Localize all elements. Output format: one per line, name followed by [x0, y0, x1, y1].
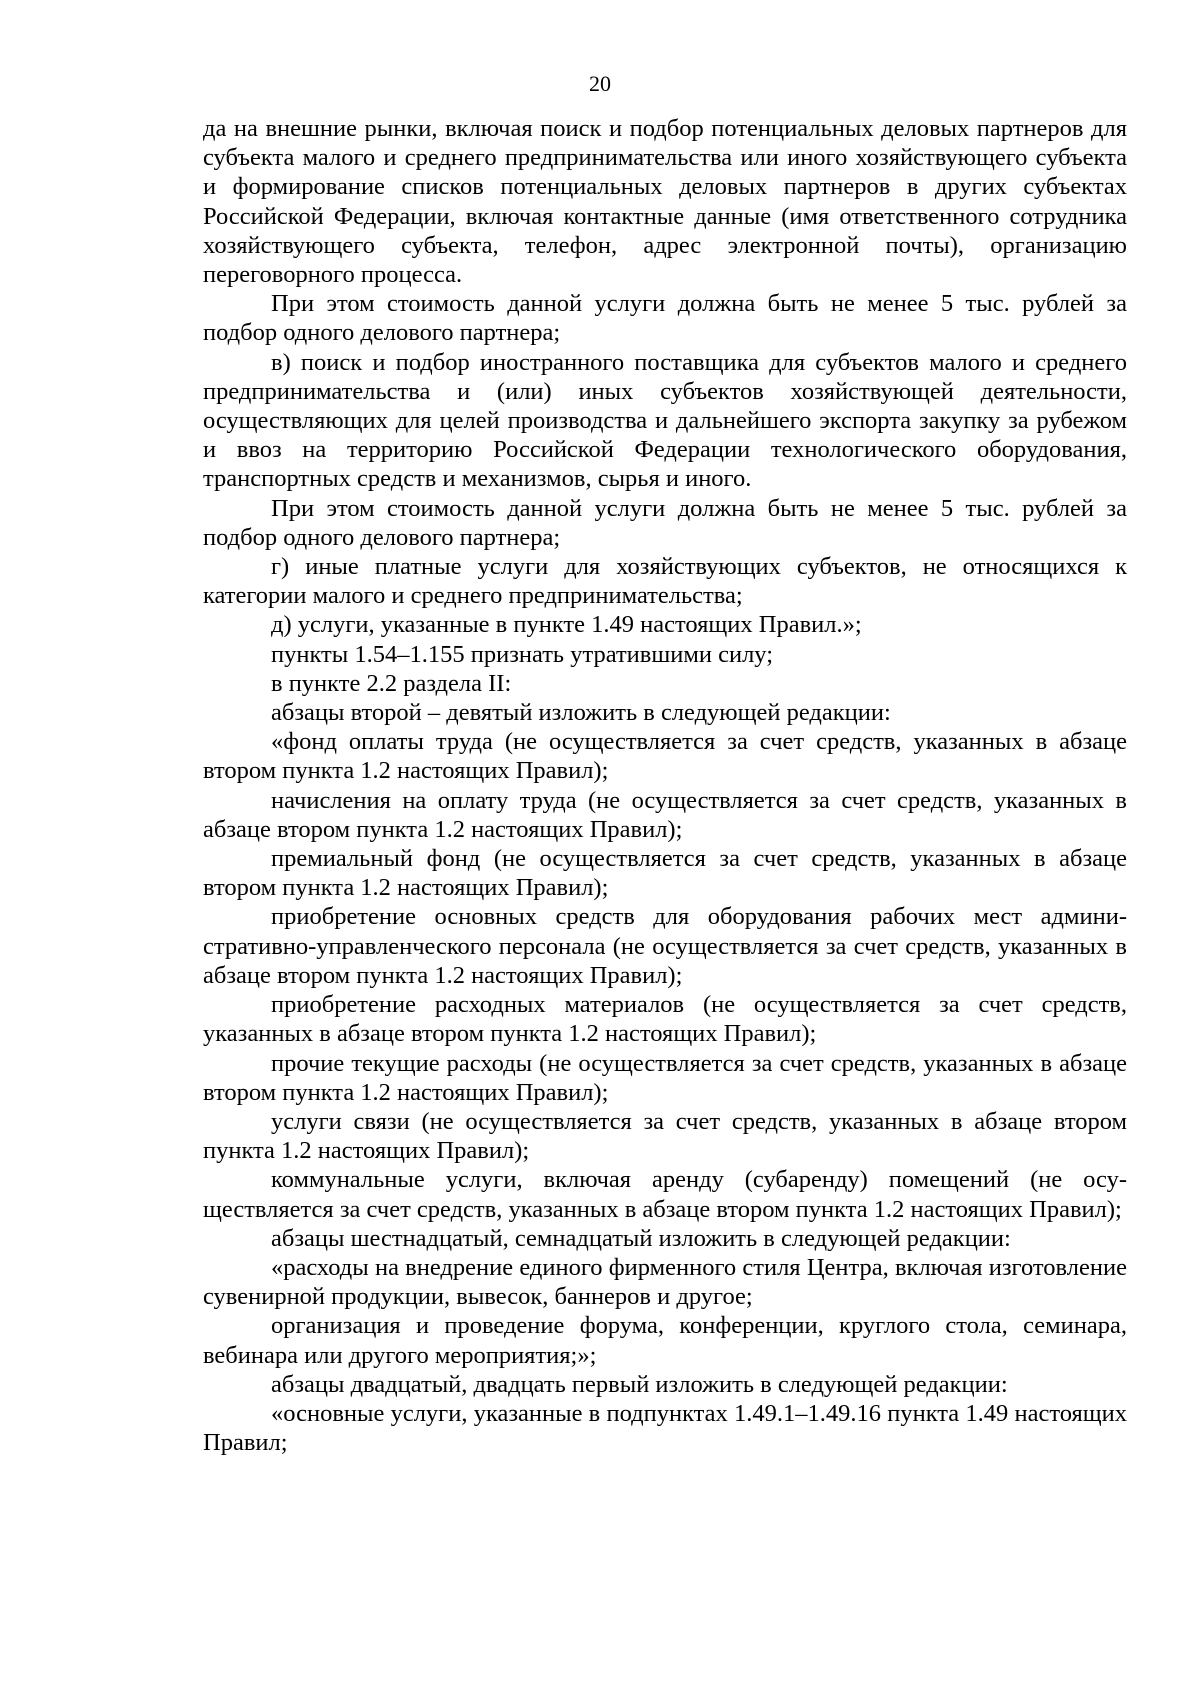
paragraph: в) поиск и подбор иностранного поставщика для субъектов малого и среднего предпринимательства и (или) иных субъектов хозяйствующей деятельности, осуществляющих для целей производства и дальнейшего экспорта закупку за рубежом и ввоз на территорию Российской Федерации технологического оборудования, транспортных средств и механизмов, сырья и иного.: [203, 348, 1127, 493]
paragraph: При этом стоимость данной услуги должна быть не менее 5 тыс. рублей за подбор одного делового партнера;: [203, 290, 1127, 347]
paragraph: услуги связи (не осуществляется за счет средств, указанных в абзаце втором пункта 1.2 настоящих Правил);: [203, 1107, 1127, 1165]
paragraph: в пункте 2.2 раздела II:: [271, 669, 512, 697]
paragraph: д) услуги, указанные в пункте 1.49 настоящих Правил.»;: [271, 611, 862, 639]
paragraph: «расходы на внедрение единого фирменного стиля Центра, включая изготовление сувенирной продукции, вывесок, баннеров и другое;: [203, 1253, 1127, 1311]
paragraph: премиальный фонд (не осуществляется за счет средств, указанных в абзаце втором пункта 1.2 настоящих Правил);: [203, 845, 1127, 902]
paragraph: абзацы второй – девятый изложить в следующей редакции:: [271, 699, 891, 727]
paragraph: организация и проведение форума, конференции, круглого стола, семинара, вебинара или другого мероприятия;»;: [203, 1312, 1127, 1369]
paragraph: пункты 1.54–1.155 признать утратившими силу;: [271, 640, 774, 668]
paragraph: г) иные платные услуги для хозяйствующих субъектов, не относящихся к категории малого и среднего предпринимательства;: [203, 553, 1127, 610]
paragraph: «основные услуги, указанные в подпунктах 1.49.1–1.49.16 пункта 1.49 настоящих Правил;: [203, 1399, 1127, 1457]
paragraph: абзацы двадцатый, двадцать первый изложить в следующей редакции:: [271, 1370, 1008, 1398]
paragraph: При этом стоимость данной услуги должна быть не менее 5 тыс. рублей за подбор одного делового партнера;: [203, 494, 1127, 551]
paragraph: приобретение основных средств для оборудования рабочих мест административно-управленческого персонала (не осуществляется за счет средств, указанных в абзаце втором пункта 1.2 настоящих Правил);: [203, 903, 1127, 989]
paragraph: коммунальные услуги, включая аренду (субаренду) помещений (не осуществляется за счет средств, указанных в абзаце втором пункта 1.2 настоящих Правил);: [203, 1166, 1127, 1223]
paragraph: «фонд оплаты труда (не осуществляется за счет средств, указанных в абзаце втором пункта 1.2 настоящих Правил);: [203, 728, 1127, 785]
paragraph: да на внешние рынки, включая поиск и подбор потенциальных деловых партнеров для субъекта малого и среднего предпринимательства или иного хозяйствующего субъекта и формирование списков потенциальных деловых партнеров в других субъектах Российской Федерации, включая контактные данные (имя ответственного сотрудника хозяйствующего субъекта, телефон, адрес электронной почты), организацию переговорного процесса.: [203, 115, 1127, 289]
paragraph: приобретение расходных материалов (не осуществляется за счет средств, указанных в абзаце втором пункта 1.2 настоящих Правил);: [203, 991, 1127, 1048]
document-body: [203, 114, 1127, 1457]
paragraph: начисления на оплату труда (не осуществляется за счет средств, указанных в абзаце втором пункта 1.2 настоящих Правил);: [203, 786, 1127, 843]
paragraph: прочие текущие расходы (не осуществляется за счет средств, указанных в абзаце втором пункта 1.2 настоящих Правил);: [203, 1049, 1127, 1106]
page-number: 20: [589, 71, 611, 96]
paragraph: абзацы шестнадцатый, семнадцатый изложить в следующей редакции:: [271, 1224, 1011, 1252]
